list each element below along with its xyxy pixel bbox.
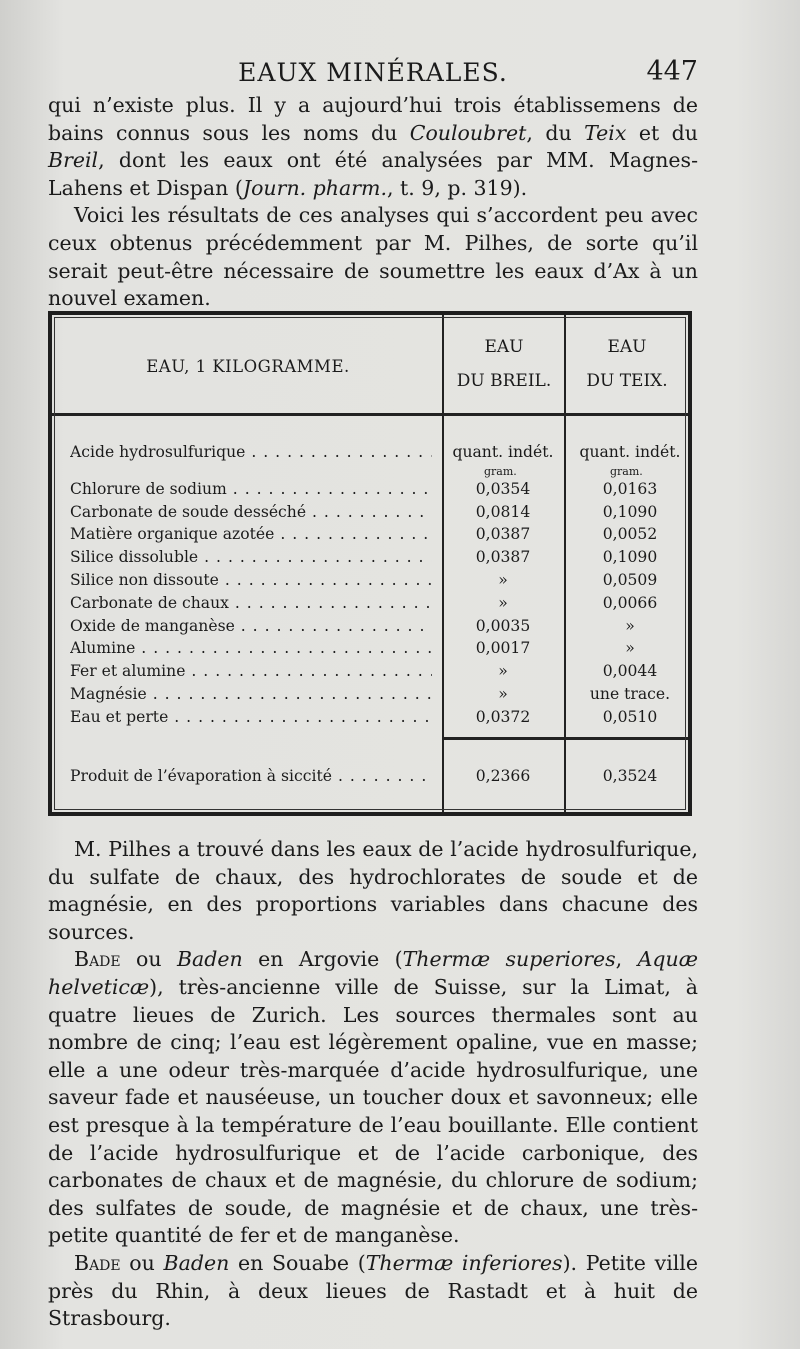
row-name: Silice non dissoute . . . — [70, 571, 432, 589]
row-name: Matière organique azotée . . . — [70, 525, 432, 543]
intro-text — [48, 92, 698, 313]
text-segment: Couloubret — [409, 120, 527, 145]
row-teix-value: 0,0509 — [602, 570, 658, 589]
text-segment: ou — [120, 947, 177, 972]
table-row — [70, 662, 682, 685]
table-rows — [70, 443, 682, 731]
row-breil-value: » — [498, 570, 508, 589]
paragraph-intro-2: Voici les résultats de ces analyses qui s’accordent peu avec ceux obtenus précédemment par M. Pilhes, de sorte qu’il serait peut-être nécessaire de soumettre les eaux d’Ax à un nouvel examen. — [48, 203, 698, 311]
row-name: Carbonate de soude desséché . . . — [70, 503, 432, 521]
row-teix-value: 0,1090 — [602, 548, 658, 567]
row-breil-value: » — [498, 662, 508, 681]
text-segment: Bade — [74, 947, 121, 972]
row-teix-value: 0,0510 — [602, 707, 658, 726]
row-teix-value: 0,1090 — [602, 502, 658, 521]
row-breil-value: » — [498, 593, 508, 612]
row-teix-value: 0,0052 — [602, 525, 658, 544]
table-row — [70, 503, 682, 526]
table-row — [70, 617, 682, 640]
paragraph-bade-argovie — [48, 946, 698, 1250]
row-breil-value: 0,0372 — [475, 707, 531, 726]
units-breil: gram. — [484, 465, 517, 478]
text-segment: et du — [626, 120, 698, 145]
table-row — [70, 443, 682, 466]
text-segment: en Souabe ( — [229, 1250, 366, 1275]
text-segment: en Argovie ( — [242, 947, 403, 972]
row-name: Eau et perte . . . — [70, 708, 432, 726]
text-segment: , dont les eaux ont été analysées par MM. Magnes-Lahens et Dispan ( — [48, 148, 698, 200]
page-header — [48, 52, 698, 92]
total-teix: 0,3524 — [602, 767, 658, 785]
table-row — [70, 639, 682, 662]
row-teix-value: 0,0044 — [602, 662, 658, 681]
row-name: Magnésie . . . — [70, 685, 432, 703]
text-segment: Teix — [584, 120, 627, 145]
row-breil-value: 0,0354 — [475, 479, 531, 498]
text-segment: Baden — [176, 947, 243, 972]
row-name: Silice dissoluble . . . — [70, 548, 432, 566]
row-name: Fer et alumine . . . — [70, 662, 432, 680]
text-segment: ), très-ancienne ville de Suisse, sur la Limat, à quatre lieues de Zurich. Les sources thermales sont au nombre de cinq; l’eau est légèrement opaline, vue en masse; elle a une odeur très-marquée d’acide hydrosulfurique, une saveur fade et nauséeuse, un toucher doux et savonneux; elle est presque à la température de l’eau bouillante. Elle contient de l’acide hydrosulfurique et de l’acide carbonique, des carbonates de chaux et de magnésie, du chlorure de sodium; des sulfates de soude, de magnésie et de chaux, une très-petite quantité de fer et de manganèse. — [48, 974, 698, 1248]
row-breil-value: 0,0814 — [475, 502, 531, 521]
row-name: Acide hydrosulfurique . . . — [70, 443, 432, 461]
text-segment: Thermæ superiores — [402, 947, 616, 972]
row-name: Chlorure de sodium . . . — [70, 480, 432, 498]
table-total-rule — [442, 737, 688, 740]
page-number: 447 — [646, 56, 698, 87]
units-teix: gram. — [610, 465, 643, 478]
row-breil-value: 0,0035 — [475, 616, 531, 635]
row-teix-value: » — [625, 639, 635, 658]
text-segment: Aquæ helveticæ — [48, 947, 698, 999]
text-segment: Journ. pharm. — [242, 175, 387, 200]
column-header-teix-line1: EAU — [607, 337, 647, 357]
row-breil-value: quant. indét. — [452, 443, 554, 461]
text-segment: , du — [526, 120, 585, 145]
row-name: Carbonate de chaux . . . — [70, 594, 432, 612]
text-segment: Breil — [48, 148, 99, 173]
total-name: Produit de l’évaporation à siccité . . . — [70, 767, 432, 785]
total-breil: 0,2366 — [475, 767, 531, 785]
row-teix-value: une trace. — [589, 684, 671, 703]
column-header-breil — [444, 337, 564, 391]
column-header-breil-line2: DU BREIL. — [456, 371, 552, 391]
paragraph-intro-1 — [48, 92, 698, 202]
text-segment: Bade — [74, 1250, 121, 1275]
table-total-row — [70, 767, 682, 790]
text-segment: ). Petite ville près du Rhin, à deux lieues de Rastadt et à huit de Strasbourg. — [48, 1250, 698, 1331]
table-row — [70, 548, 682, 571]
row-breil-value: 0,0387 — [475, 525, 531, 544]
row-breil-value: 0,0017 — [475, 639, 531, 658]
text-segment: Thermæ inferiores — [365, 1250, 563, 1275]
table-row — [70, 525, 682, 548]
column-header-breil-line1: EAU — [484, 337, 524, 357]
table-row — [70, 685, 682, 708]
table-row — [70, 480, 682, 503]
table-header-rule — [52, 413, 688, 416]
table-row — [70, 594, 682, 617]
row-teix-value: » — [625, 616, 635, 635]
row-breil-value: » — [498, 684, 508, 703]
text-segment: , — [615, 947, 638, 972]
row-teix-value: 0,0066 — [602, 593, 658, 612]
row-breil-value: 0,0387 — [475, 548, 531, 567]
row-teix-value: quant. indét. — [579, 443, 681, 461]
column-header-teix-line2: DU TEIX. — [586, 371, 668, 391]
body-text — [48, 836, 698, 1333]
column-header-water: EAU, 1 KILOGRAMME. — [146, 357, 350, 376]
text-segment: Baden — [163, 1250, 230, 1275]
analysis-table — [48, 311, 692, 816]
text-segment: qui n’existe plus. Il y a aujourd’hui trois établissemens de bains connus sous les noms du — [48, 93, 698, 145]
column-header-teix — [566, 337, 688, 391]
text-segment: ou — [120, 1250, 164, 1275]
table-row — [70, 571, 682, 594]
paragraph-pilhes: M. Pilhes a trouvé dans les eaux de l’acide hydrosulfurique, du sulfate de chaux, des hydrochlorates de soude et de magnésie, en des proportions variables dans chacune des sources. — [48, 837, 698, 944]
running-title: EAUX MINÉRALES. — [238, 58, 508, 87]
text-segment: , t. 9, p. 319). — [386, 175, 528, 200]
row-teix-value: 0,0163 — [602, 479, 658, 498]
row-name: Alumine . . . — [70, 639, 432, 657]
row-name: Oxide de manganèse . . . — [70, 617, 432, 635]
table-row — [70, 708, 682, 731]
paragraph-bade-souabe — [48, 1250, 698, 1333]
